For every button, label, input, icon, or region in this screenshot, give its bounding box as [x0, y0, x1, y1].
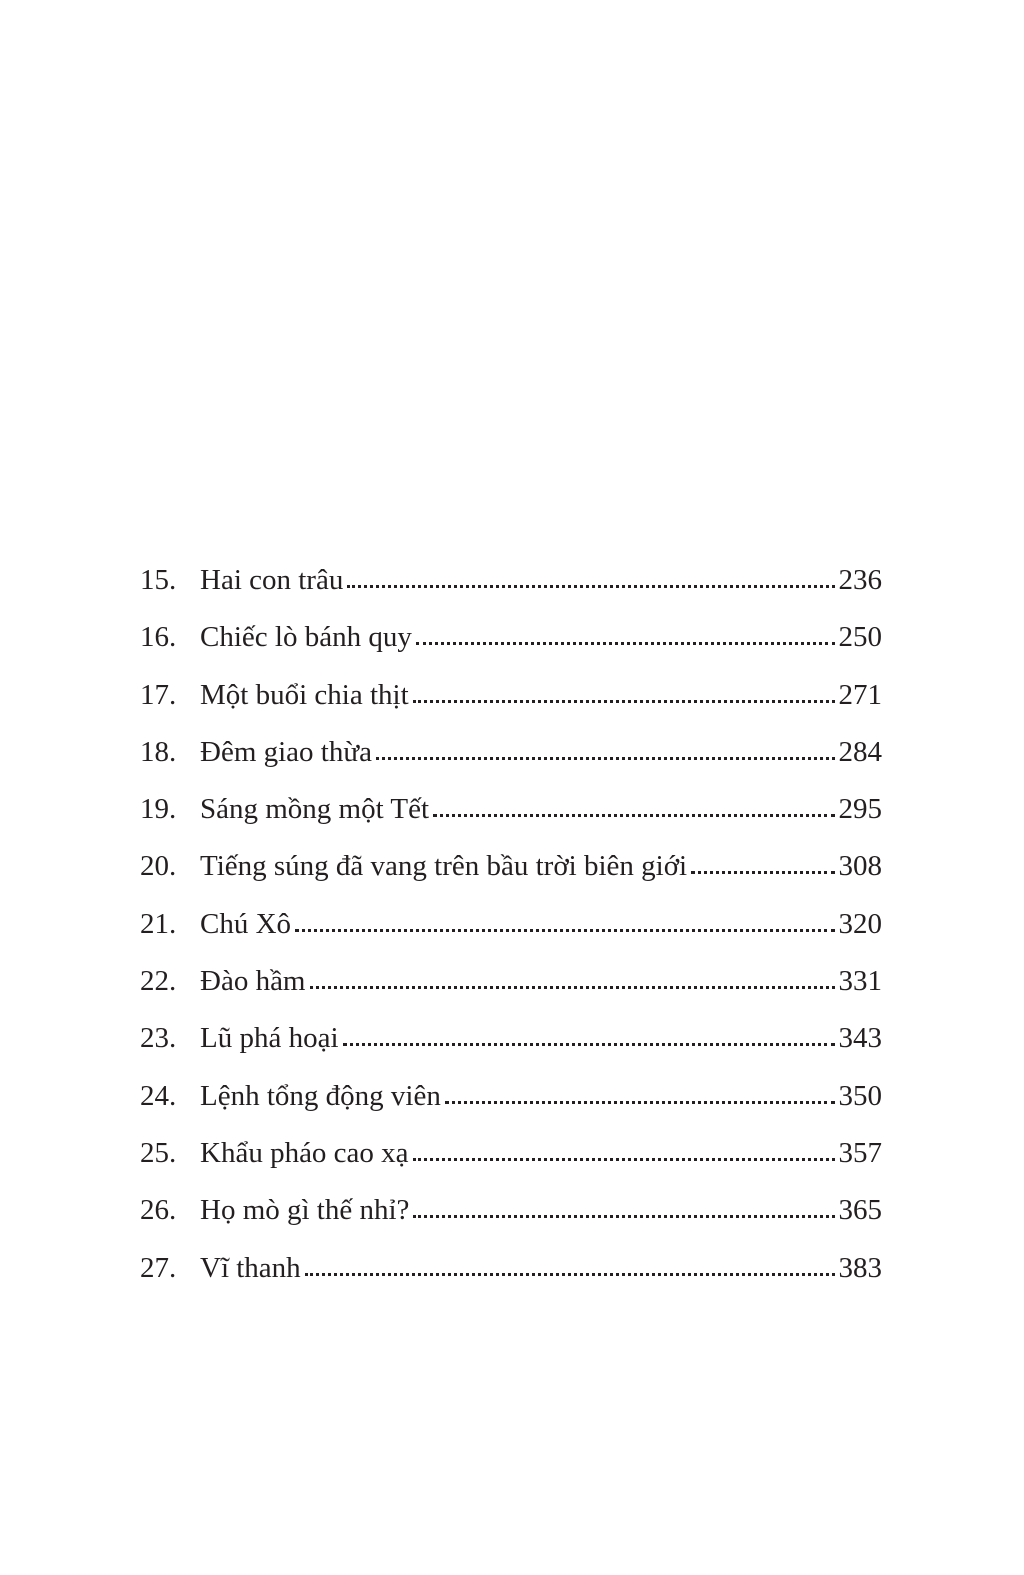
toc-entry-page: 331 — [838, 965, 882, 998]
toc-entry[interactable] — [140, 1182, 882, 1239]
toc-entry-number: 15. — [140, 564, 177, 596]
toc-entry-page: 236 — [838, 564, 882, 596]
toc-entry[interactable] — [140, 838, 882, 895]
toc-entry[interactable] — [140, 724, 882, 781]
toc-entry-number: 22. — [140, 965, 177, 998]
toc-entry[interactable] — [140, 1240, 882, 1297]
toc-entry-title: Tiếng súng đã vang trên bầu trời biên giới — [200, 850, 688, 883]
toc-entry-title: Lũ phá hoại — [200, 1022, 339, 1055]
toc-entry[interactable] — [140, 552, 882, 609]
toc-entry-page: 357 — [838, 1136, 882, 1169]
toc-entry-title: Một buổi chia thịt — [200, 678, 409, 711]
toc-entry-page: 343 — [838, 1022, 882, 1055]
toc-entry-number: 24. — [140, 1079, 177, 1112]
toc-entry-title: Hai con trâu — [200, 564, 344, 596]
toc-entry-title: Chú Xô — [200, 907, 292, 940]
toc-entry[interactable] — [140, 953, 882, 1010]
toc-entry[interactable] — [140, 1068, 882, 1125]
dot-leader — [433, 810, 834, 817]
toc-entry-title: Vĩ thanh — [200, 1251, 301, 1284]
toc-entry-number: 20. — [140, 850, 177, 883]
dot-leader — [691, 867, 834, 874]
dot-leader — [413, 1154, 835, 1161]
toc-entry-number: 26. — [140, 1194, 177, 1227]
toc-entry-page: 295 — [838, 793, 882, 826]
toc-entry[interactable] — [140, 1010, 882, 1067]
toc-entry[interactable] — [140, 609, 882, 666]
toc-entry-page: 250 — [838, 621, 882, 654]
toc-entry-number: 17. — [140, 678, 177, 711]
toc-entry-page: 320 — [838, 907, 882, 940]
dot-leader — [347, 581, 834, 588]
dot-leader — [413, 696, 835, 703]
toc-entry-number: 25. — [140, 1136, 177, 1169]
toc-entry-page: 308 — [838, 850, 882, 883]
toc-entry-number: 19. — [140, 793, 177, 826]
toc-entry-number: 23. — [140, 1022, 177, 1055]
toc-entry[interactable] — [140, 896, 882, 953]
toc-entry-page: 365 — [838, 1194, 882, 1227]
toc-entry-title: Chiếc lò bánh quy — [200, 621, 412, 654]
toc-entry-title: Đào hầm — [200, 965, 306, 998]
dot-leader — [305, 1269, 835, 1276]
toc-entry-number: 16. — [140, 621, 177, 654]
dot-leader — [413, 1211, 834, 1218]
toc-entry-number: 27. — [140, 1251, 177, 1284]
table-of-contents — [140, 552, 882, 1297]
toc-entry-page: 350 — [838, 1079, 882, 1112]
dot-leader — [445, 1097, 835, 1104]
toc-entry[interactable] — [140, 1125, 882, 1182]
dot-leader — [343, 1039, 835, 1046]
toc-entry-title: Họ mò gì thế nhỉ? — [200, 1194, 410, 1227]
toc-entry-page: 284 — [838, 735, 882, 768]
toc-entry-title: Sáng mồng một Tết — [200, 793, 430, 826]
toc-entry[interactable] — [140, 667, 882, 724]
toc-entry-number: 18. — [140, 735, 177, 768]
toc-entry-number: 21. — [140, 907, 177, 940]
toc-entry-title: Đêm giao thừa — [200, 735, 372, 768]
dot-leader — [295, 925, 834, 932]
dot-leader — [376, 753, 835, 760]
toc-entry-page: 383 — [838, 1251, 882, 1284]
toc-entry-page: 271 — [838, 678, 882, 711]
toc-entry-title: Khẩu pháo cao xạ — [200, 1136, 409, 1169]
dot-leader — [310, 982, 835, 989]
toc-entry[interactable] — [140, 781, 882, 838]
toc-entry-title: Lệnh tổng động viên — [200, 1079, 441, 1112]
dot-leader — [416, 638, 835, 645]
